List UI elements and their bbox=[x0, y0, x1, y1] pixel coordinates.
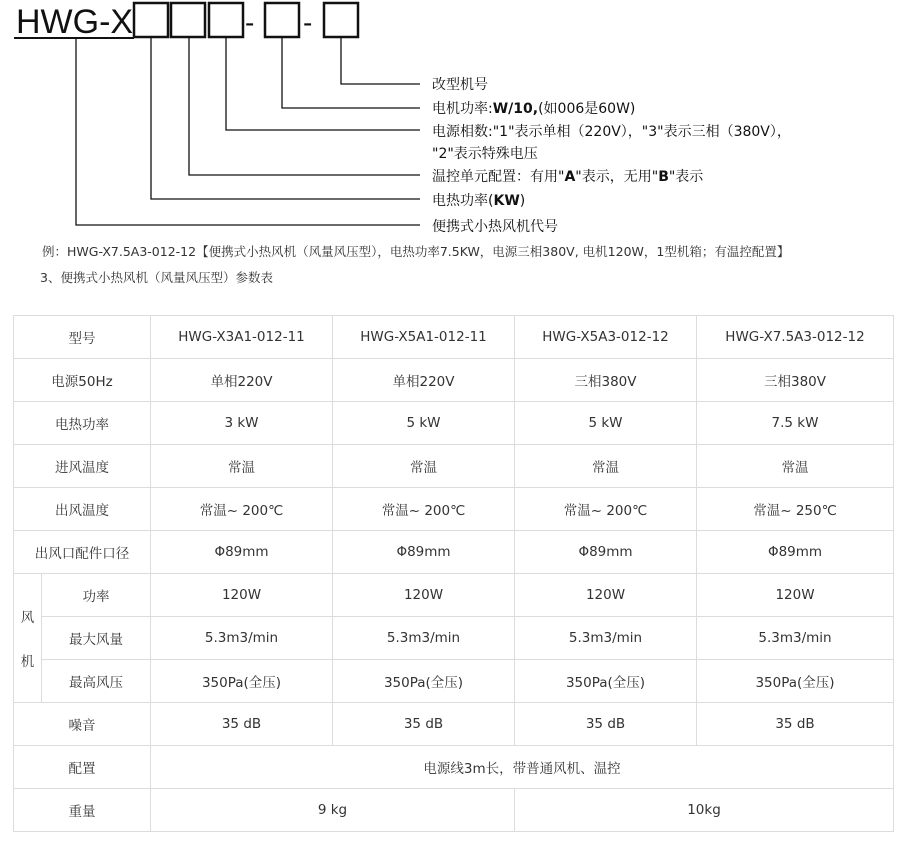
table-cell: 常温 bbox=[333, 445, 515, 488]
fan-label-bottom: 机 bbox=[20, 654, 35, 670]
table-row bbox=[14, 574, 894, 617]
row-label: 配置 bbox=[14, 746, 151, 789]
table-cell: 350Pa(全压) bbox=[151, 660, 333, 703]
table-cell: 350Pa(全压) bbox=[515, 660, 697, 703]
table-cell: 三相380V bbox=[697, 359, 894, 402]
label-heating-power: 电热功率(KW) bbox=[432, 193, 526, 209]
table-cell: 常温~ 200℃ bbox=[333, 488, 515, 531]
label-temp-control: 温控单元配置：有用"A"表示，无用"B"表示 bbox=[432, 169, 704, 185]
table-cell: 10kg bbox=[515, 789, 894, 832]
table-cell: 5.3m3/min bbox=[697, 617, 894, 660]
model-cell: HWG-X5A1-012-11 bbox=[333, 316, 515, 359]
code-dash-1: - bbox=[245, 7, 255, 38]
label-series-code: 便携式小热风机代号 bbox=[432, 219, 558, 235]
label-motor-power: 电机功率:W/10,(如006是60W) bbox=[432, 101, 636, 117]
table-row bbox=[14, 660, 894, 703]
table-row bbox=[14, 445, 894, 488]
model-cell: HWG-X7.5A3-012-12 bbox=[697, 316, 894, 359]
table-cell: 5 kW bbox=[333, 402, 515, 445]
table-cell: 120W bbox=[151, 574, 333, 617]
row-label: 进风温度 bbox=[14, 445, 151, 488]
table-cell: 5.3m3/min bbox=[151, 617, 333, 660]
row-label: 型号 bbox=[14, 316, 151, 359]
label-phase-special: "2"表示特殊电压 bbox=[432, 146, 538, 162]
table-cell: 单相220V bbox=[333, 359, 515, 402]
table-cell: 常温 bbox=[151, 445, 333, 488]
row-label: 功率 bbox=[42, 574, 151, 617]
table-cell: 35 dB bbox=[151, 703, 333, 746]
table-cell: 5 kW bbox=[515, 402, 697, 445]
code-dash-2: - bbox=[303, 7, 313, 38]
table-cell: 电源线3m长，带普通风机、温控 bbox=[151, 746, 894, 789]
row-label: 重量 bbox=[14, 789, 151, 832]
row-label: 电热功率 bbox=[14, 402, 151, 445]
table-cell: 常温~ 250℃ bbox=[697, 488, 894, 531]
table-cell: 120W bbox=[697, 574, 894, 617]
table-row bbox=[14, 316, 894, 359]
table-row bbox=[14, 402, 894, 445]
table-cell: 350Pa(全压) bbox=[697, 660, 894, 703]
table-cell: 35 dB bbox=[697, 703, 894, 746]
table-cell: Φ89mm bbox=[697, 531, 894, 574]
table-cell: 5.3m3/min bbox=[333, 617, 515, 660]
model-code-diagram bbox=[0, 0, 900, 240]
table-cell: 5.3m3/min bbox=[515, 617, 697, 660]
table-cell: 9 kg bbox=[151, 789, 515, 832]
fan-group-label bbox=[14, 574, 42, 703]
row-label: 出风口配件口径 bbox=[14, 531, 151, 574]
table-row bbox=[14, 531, 894, 574]
label-revision-no: 改型机号 bbox=[432, 77, 488, 93]
row-label: 噪音 bbox=[14, 703, 151, 746]
table-cell: 常温~ 200℃ bbox=[515, 488, 697, 531]
row-label: 电源50Hz bbox=[14, 359, 151, 402]
table-cell: 常温 bbox=[697, 445, 894, 488]
table-cell: 单相220V bbox=[151, 359, 333, 402]
table-row bbox=[14, 746, 894, 789]
table-cell: Φ89mm bbox=[151, 531, 333, 574]
table-cell: Φ89mm bbox=[515, 531, 697, 574]
table-row bbox=[14, 359, 894, 402]
model-cell: HWG-X3A1-012-11 bbox=[151, 316, 333, 359]
example-text: 例：HWG-X7.5A3-012-12【便携式小热风机（风量风压型），电热功率7.5KW，电源三相380V, 电机120W，1型机箱；有温控配置】 bbox=[42, 244, 790, 259]
section-title: 3、便携式小热风机（风量风压型）参数表 bbox=[40, 270, 273, 285]
table-cell: 120W bbox=[333, 574, 515, 617]
leader-lines bbox=[76, 37, 420, 225]
table-row bbox=[14, 617, 894, 660]
row-label: 出风温度 bbox=[14, 488, 151, 531]
table-cell: 35 dB bbox=[333, 703, 515, 746]
table-cell: Φ89mm bbox=[333, 531, 515, 574]
table-cell: 三相380V bbox=[515, 359, 697, 402]
model-prefix: HWG-X bbox=[16, 3, 134, 41]
model-cell: HWG-X5A3-012-12 bbox=[515, 316, 697, 359]
table-cell: 35 dB bbox=[515, 703, 697, 746]
table-cell: 3 kW bbox=[151, 402, 333, 445]
table-row bbox=[14, 488, 894, 531]
table-cell: 120W bbox=[515, 574, 697, 617]
fan-label-top: 风 bbox=[20, 610, 35, 626]
table-row bbox=[14, 789, 894, 832]
table-cell: 7.5 kW bbox=[697, 402, 894, 445]
table-row bbox=[14, 703, 894, 746]
table-cell: 常温~ 200℃ bbox=[151, 488, 333, 531]
table-cell: 350Pa(全压) bbox=[333, 660, 515, 703]
table-cell: 常温 bbox=[515, 445, 697, 488]
spec-table bbox=[13, 315, 894, 832]
row-label: 最高风压 bbox=[42, 660, 151, 703]
label-phase: 电源相数:"1"表示单相（220V），"3"表示三相（380V）， bbox=[432, 124, 791, 140]
row-label: 最大风量 bbox=[42, 617, 151, 660]
